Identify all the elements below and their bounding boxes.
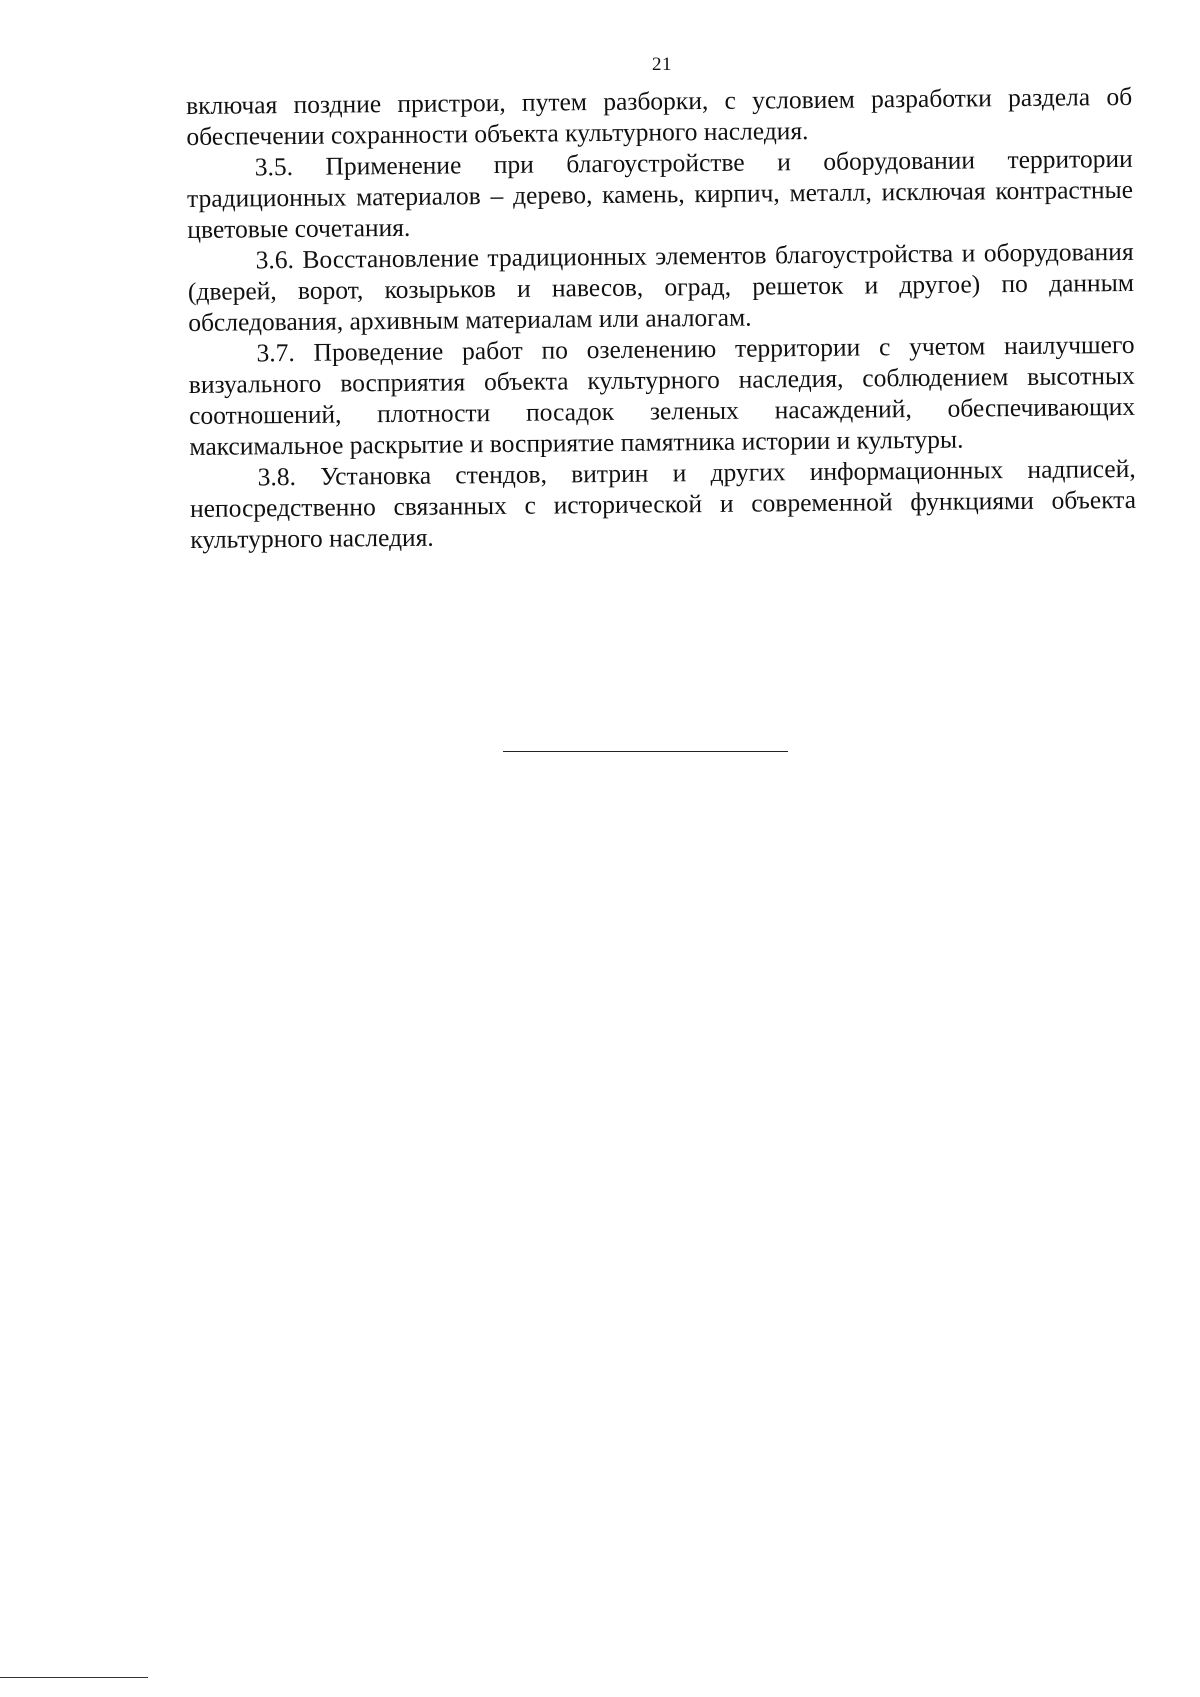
paragraph-3-7: 3.7. Проведение работ по озеленению территории с учетом наилучшего визуального восприятия объекта культурного наследия, соблюдением высотных соотношений, плотности посадок зеленых насаждений, обеспечивающих максимальное раскрытие и восприятие памятника истории и культуры.: [188, 329, 1136, 461]
paragraph-continuation: включая поздние пристрои, путем разборки, с условием разработки раздела об обеспечении сохранности объекта культурного наследия.: [186, 81, 1133, 151]
end-of-text-rule: [503, 751, 788, 752]
document-body: [186, 81, 1136, 555]
page-number: 21: [652, 54, 672, 75]
paragraph-3-6: 3.6. Восстановление традиционных элементов благоустройства и оборудования (дверей, ворот, козырьков и навесов, оград, решеток и другое) по данным обследования, архивным материалам или аналогам.: [187, 236, 1135, 337]
paragraph-3-8: 3.8. Установка стендов, витрин и других информационных надписей, непосредственно связанных с исторической и современной функциями объекта культурного наследия.: [189, 453, 1137, 554]
paragraph-3-5: 3.5. Применение при благоустройстве и оборудовании территории традиционных материалов – дерево, камень, кирпич, металл, исключая контрастные цветовые сочетания.: [186, 143, 1134, 244]
corner-scan-rule: [0, 1677, 148, 1678]
